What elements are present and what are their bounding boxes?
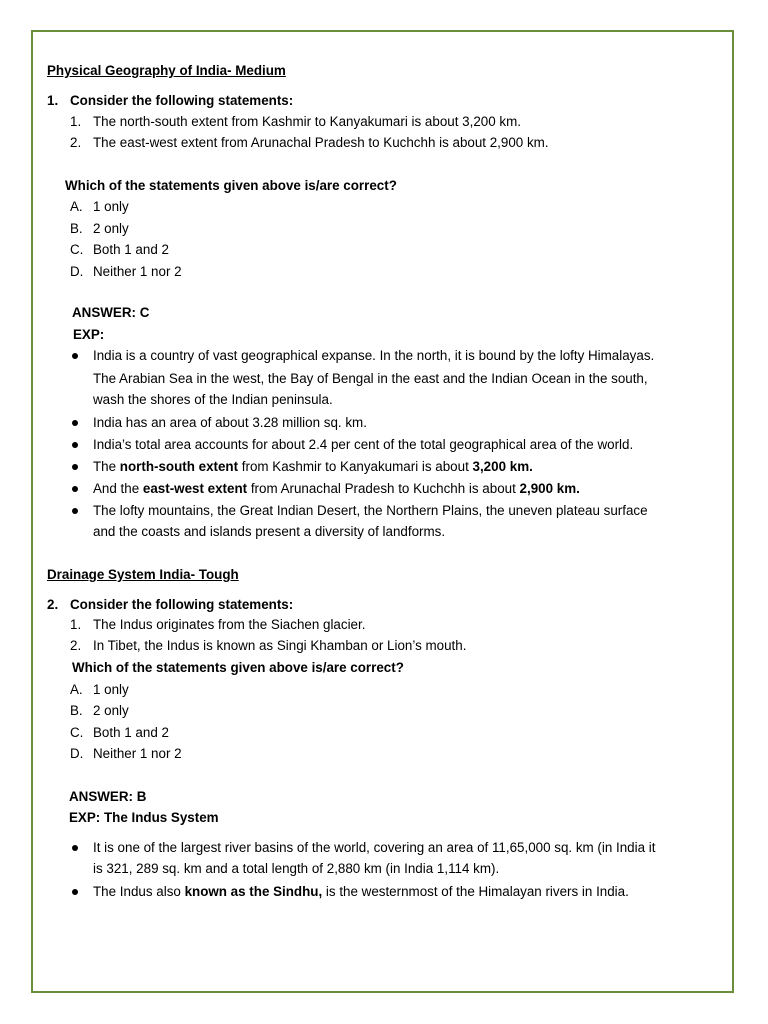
q2-bullet-2-bold: known as the Sindhu, (184, 884, 323, 899)
q1-exp-bullet-6-line-2: and the coasts and islands present a diversity of landforms. (93, 524, 446, 539)
q1-option-d-letter: D. (70, 264, 84, 279)
q2-option-d-text: Neither 1 nor 2 (93, 746, 182, 761)
q1-option-b-letter: B. (70, 221, 83, 236)
q1-exp-bullet-1-line-2: The Arabian Sea in the west, the Bay of Bengal in the east and the Indian Ocean in the south, (93, 371, 648, 386)
bullet-icon (72, 442, 78, 448)
q2-option-a-text: 1 only (93, 682, 129, 697)
q1-statement-1-number: 1. (70, 114, 82, 129)
q1-explanation-label: EXP: (73, 327, 105, 342)
bullet-4-text-c: from Kashmir to Kanyakumari is about (238, 459, 473, 474)
section-heading-drainage-system: Drainage System India- Tough (47, 567, 239, 582)
bullet-5-bold-value: 2,900 km. (519, 481, 580, 496)
q1-statement-2-number: 2. (70, 135, 82, 150)
q2-option-a-letter: A. (70, 682, 83, 697)
q1-exp-bullet-1-line-3: wash the shores of the Indian peninsula. (93, 392, 333, 407)
bullet-5-bold-extent: east-west extent (142, 481, 248, 496)
q1-exp-bullet-5 (93, 480, 580, 498)
bullet-icon (72, 420, 78, 426)
bullet-icon (72, 486, 78, 492)
q2-statement-2-number: 2. (70, 638, 82, 653)
question-1-number: 1. (47, 93, 59, 108)
q2-prompt: Which of the statements given above is/are correct? (72, 660, 404, 675)
bullet-icon (72, 845, 78, 851)
q1-exp-bullet-4 (93, 458, 533, 476)
question-2-text: Consider the following statements: (70, 597, 294, 612)
q2-bullet-2-text-a: The Indus also (93, 884, 185, 899)
q1-statement-2-text: The east-west extent from Arunachal Pradesh to Kuchchh is about 2,900 km. (93, 135, 549, 150)
q1-option-d-text: Neither 1 nor 2 (93, 264, 182, 279)
bullet-4-bold-extent: north-south extent (119, 459, 239, 474)
q1-option-c-text: Both 1 and 2 (93, 242, 169, 257)
bullet-icon (72, 889, 78, 895)
q2-explanation-label: EXP: The Indus System (69, 810, 219, 825)
q2-bullet-2-text-c: is the westernmost of the Himalayan rivers in India. (322, 884, 629, 899)
q1-exp-bullet-6-line-1: The lofty mountains, the Great Indian Desert, the Northern Plains, the uneven plateau surface (93, 503, 648, 518)
q1-statement-1-text: The north-south extent from Kashmir to Kanyakumari is about 3,200 km. (93, 114, 521, 129)
q1-exp-bullet-2: India has an area of about 3.28 million sq. km. (93, 415, 367, 430)
q2-option-b-letter: B. (70, 703, 83, 718)
bullet-5-text-c: from Arunachal Pradesh to Kuchchh is about (247, 481, 520, 496)
question-1-text: Consider the following statements: (70, 93, 294, 108)
bullet-icon (72, 353, 78, 359)
question-2-number: 2. (47, 597, 59, 612)
q2-option-c-letter: C. (70, 725, 84, 740)
bullet-5-text-a: And the (93, 481, 143, 496)
q1-exp-bullet-3: India’s total area accounts for about 2.4 per cent of the total geographical area of the world. (93, 437, 634, 452)
q2-exp-bullet-2 (93, 883, 629, 901)
q2-option-d-letter: D. (70, 746, 84, 761)
bullet-4-bold-value: 3,200 km. (472, 459, 533, 474)
q2-statement-1-text: The Indus originates from the Siachen glacier. (93, 617, 366, 632)
q2-option-b-text: 2 only (93, 703, 129, 718)
q1-answer: ANSWER: C (72, 305, 150, 320)
q1-option-a-text: 1 only (93, 199, 129, 214)
bullet-icon (72, 464, 78, 470)
q1-prompt: Which of the statements given above is/are correct? (65, 178, 397, 193)
q2-statement-1-number: 1. (70, 617, 82, 632)
q1-exp-bullet-1-line-1: India is a country of vast geographical expanse. In the north, it is bound by the lofty Himalayas. (93, 348, 655, 363)
q2-statement-2-text: In Tibet, the Indus is known as Singi Khamban or Lion’s mouth. (93, 638, 467, 653)
q1-option-a-letter: A. (70, 199, 83, 214)
bullet-icon (72, 508, 78, 514)
q2-option-c-text: Both 1 and 2 (93, 725, 169, 740)
q1-option-c-letter: C. (70, 242, 84, 257)
q2-exp-bullet-1-line-2: is 321, 289 sq. km and a total length of 2,880 km (in India 1,114 km). (93, 861, 500, 876)
q2-exp-bullet-1-line-1: It is one of the largest river basins of the world, covering an area of 11,65,000 sq. km (in India it (93, 840, 656, 855)
q2-answer: ANSWER: B (69, 789, 147, 804)
section-heading-physical-geography: Physical Geography of India- Medium (47, 63, 286, 78)
bullet-4-text-a: The (93, 459, 120, 474)
q1-option-b-text: 2 only (93, 221, 129, 236)
